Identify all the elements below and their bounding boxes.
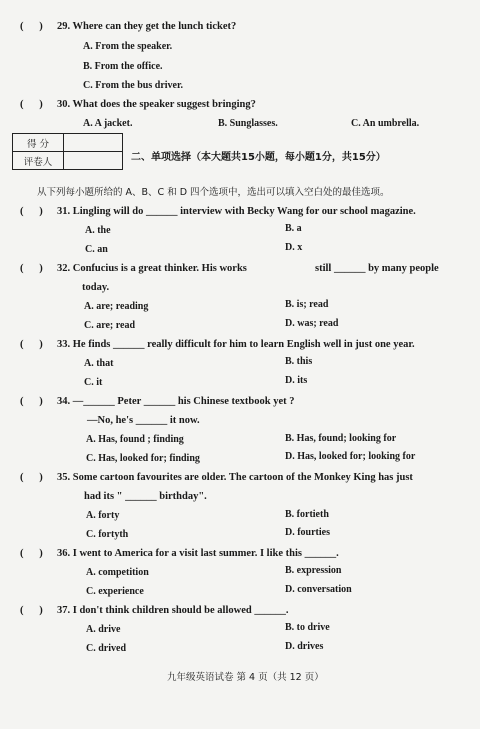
question-36-option-a: A. competition [86, 567, 149, 578]
question-29-option-b: B. From the office. [83, 61, 163, 72]
question-29-option-c: C. From the bus driver. [83, 80, 183, 91]
question-34-stem-part1: 34. —______ Peter ______ his Chinese textbook yet ? [57, 396, 295, 407]
question-35-stem-part2: had its " ______ birthday". [84, 491, 207, 502]
question-33-stem: 33. He finds ______ really difficult for him to learn English well in just one year. [57, 339, 415, 350]
question-36-option-c: C. experience [86, 586, 144, 597]
question-34-option-a: A. Has, found ; finding [86, 434, 184, 445]
section-instruction: 从下列每小题所给的 A、B、C 和 D 四个选项中，选出可以填入空白处的最佳选项。 [37, 187, 390, 198]
question-33-option-d: D. its [285, 375, 308, 386]
question-31-option-a: A. the [85, 225, 111, 236]
page-footer: 九年级英语试卷 第 4 页（共 12 页） [167, 672, 324, 683]
question-33-option-a: A. that [84, 358, 114, 369]
question-30-option-c: C. An umbrella. [351, 118, 420, 129]
answer-paren-37[interactable]: ( ) [20, 605, 43, 616]
question-33-option-c: C. it [84, 377, 103, 388]
question-33-option-b: B. this [285, 356, 313, 367]
answer-paren-31[interactable]: ( ) [20, 206, 43, 217]
question-36-option-b: B. expression [285, 565, 342, 576]
question-31-option-d: D. x [285, 242, 303, 253]
answer-paren-34[interactable]: ( ) [20, 396, 43, 407]
question-30-stem: 30. What does the speaker suggest bringing? [57, 99, 256, 110]
question-36-stem: 36. I went to America for a visit last summer. I like this ______. [57, 548, 339, 559]
answer-paren-36[interactable]: ( ) [20, 548, 43, 559]
answer-paren-33[interactable]: ( ) [20, 339, 43, 350]
question-32-option-a: A. are; reading [84, 301, 149, 312]
question-32-option-c: C. are; read [84, 320, 136, 331]
question-30-option-b: B. Sunglasses. [218, 118, 278, 129]
answer-paren-35[interactable]: ( ) [20, 472, 43, 483]
question-29-stem: 29. Where can they get the lunch ticket? [57, 21, 237, 32]
question-35-option-b: B. fortieth [285, 509, 329, 520]
question-31-stem: 31. Lingling will do ______ interview with Becky Wang for our school magazine. [57, 206, 416, 217]
answer-paren-30[interactable]: ( ) [20, 99, 43, 110]
question-37-option-d: D. drives [285, 641, 324, 652]
question-35-stem-part1: 35. Some cartoon favourites are older. The cartoon of the Monkey King has just [57, 472, 413, 483]
question-37-option-b: B. to drive [285, 622, 330, 633]
question-35-option-c: C. fortyth [86, 529, 129, 540]
score-label: 得 分 [13, 134, 64, 152]
answer-paren-32[interactable]: ( ) [20, 263, 43, 274]
question-34-stem-part2: —No, he's ______ it now. [87, 415, 200, 426]
question-35-option-d: D. fourties [285, 527, 330, 538]
grader-cell[interactable] [64, 152, 123, 170]
question-36-option-d: D. conversation [285, 584, 352, 595]
question-37-stem: 37. I don't think children should be allowed ______. [57, 605, 289, 616]
question-31-option-c: C. an [85, 244, 108, 255]
grader-label: 评卷人 [13, 152, 64, 170]
question-30-option-a: A. A jacket. [83, 118, 133, 129]
question-34-option-d: D. Has, looked for; looking for [285, 451, 416, 462]
question-34-option-c: C. Has, looked for; finding [86, 453, 200, 464]
question-37-option-a: A. drive [86, 624, 121, 635]
question-31-option-b: B. a [285, 223, 302, 234]
question-37-option-c: C. drived [86, 643, 126, 654]
question-32-option-d: D. was; read [285, 318, 339, 329]
answer-paren-29[interactable]: ( ) [20, 21, 43, 32]
score-table [12, 133, 123, 170]
question-34-option-b: B. Has, found; looking for [285, 433, 397, 444]
question-32-option-b: B. is; read [285, 299, 329, 310]
question-32-stem-part2: still ______ by many people [315, 263, 439, 274]
question-32-stem-part1: 32. Confucius is a great thinker. His works [57, 263, 247, 274]
section-title: 二、单项选择（本大题共15小题，每小题1分，共15分） [131, 152, 386, 163]
question-35-option-a: A. forty [86, 510, 120, 521]
question-29-option-a: A. From the speaker. [83, 41, 173, 52]
score-cell[interactable] [64, 134, 123, 152]
question-32-stem-part3: today. [82, 282, 110, 293]
